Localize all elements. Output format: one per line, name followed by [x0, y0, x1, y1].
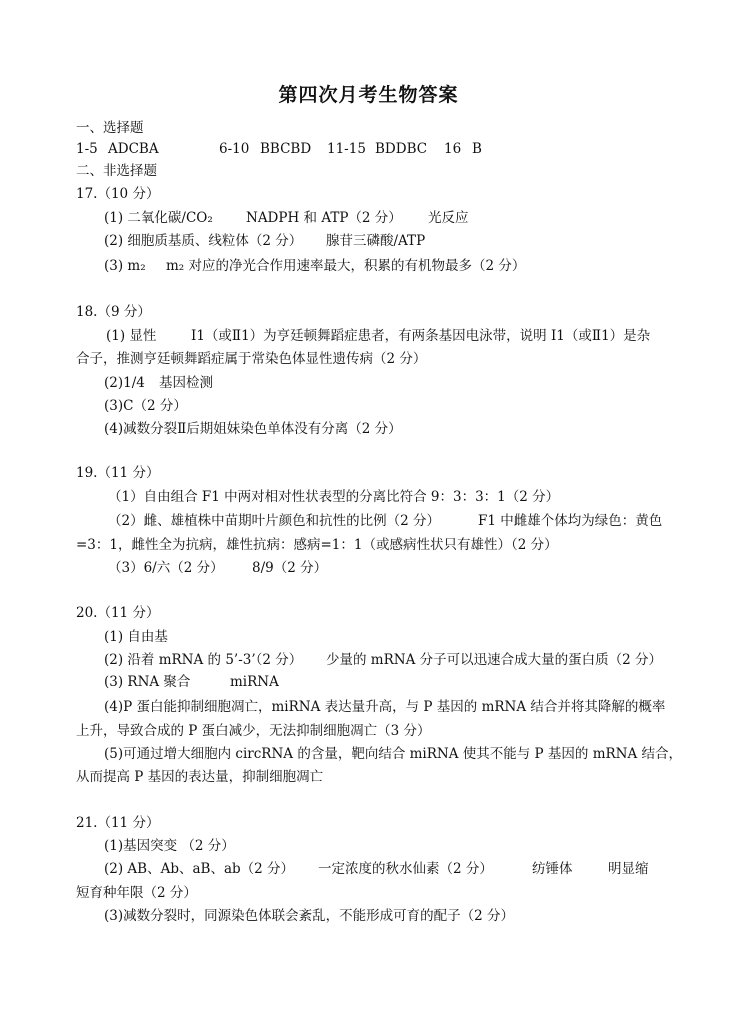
q17-answer-3a: (3) m₂ [104, 258, 146, 274]
q21-answer-3: (3)减数分裂时，同源染色体联会紊乱，不能形成可育的配子（2 分） [104, 908, 515, 924]
page-title: 第四次月考生物答案 [278, 84, 459, 106]
question-21-heading: 21.（11 分） [76, 815, 160, 831]
q18-answer-3: (3)C（2 分） [104, 398, 187, 414]
mc-range-11-15: 11-15 [327, 141, 366, 157]
q17-answer-1b: NADPH 和 ATP（2 分） [246, 210, 402, 226]
mc-range-1-5: 1-5 [76, 141, 98, 157]
mc-answers-1-5: ADCBA [108, 141, 159, 157]
q19-answer-2a: （2）雌、雄植株中苗期叶片颜色和抗性的比例（2 分） [108, 513, 440, 529]
q19-answer-2b: F1 中雌雄个体均为绿色：黄色 [478, 513, 663, 529]
q17-answer-2b: 腺苷三磷酸/ATP [326, 233, 426, 249]
q21-answer-2a: (2) AB、Ab、aB、ab（2 分） [104, 861, 295, 877]
section-heading-choice: 一、选择题 [76, 120, 144, 136]
q21-answer-2c: 纺锤体 [532, 861, 573, 877]
q19-answer-2c: =3：1，雌性全为抗病，雄性抗病：感病=1：1（或感病性状只有雄性）（2 分） [76, 537, 558, 553]
question-19-heading: 19.（11 分） [76, 465, 160, 481]
q21-answer-2d: 明显缩 [608, 861, 649, 877]
q20-answer-4a: (4)P 蛋白能抑制细胞凋亡，miRNA 表达量升高，与 P 基因的 mRNA 结合并将其降解的概率 [104, 699, 666, 715]
q17-answer-1c: 光反应 [428, 210, 469, 226]
q20-answer-4b: 上升，导致合成的 P 蛋白减少，无法抑制细胞凋亡（3 分） [76, 723, 431, 739]
q17-answer-3b: m₂ 对应的净光合作用速率最大，积累的有机物最多（2 分） [166, 258, 526, 274]
mc-answers-11-15: BDDBC [375, 141, 428, 157]
q18-answer-1a: (1) 显性 [106, 328, 157, 344]
question-17-heading: 17.（10 分） [76, 186, 160, 202]
q19-answer-3a: （3）6/六（2 分） [108, 560, 224, 576]
q20-answer-2a: (2) 沿着 mRNA 的 5’-3’（2 分） [104, 652, 303, 668]
q20-answer-5b: 从而提高 P 基因的表达量，抑制细胞凋亡 [76, 769, 324, 785]
mc-range-16: 16 [444, 141, 462, 157]
q18-answer-1c: 合子，推测亨廷顿舞蹈症属于常染色体显性遗传病（2 分） [76, 351, 427, 367]
question-18-heading: 18.（9 分） [76, 304, 151, 320]
q20-answer-3b: miRNA [230, 674, 279, 690]
q20-answer-1: (1) 自由基 [104, 629, 168, 645]
q21-answer-1: (1)基因突变 （2 分） [104, 838, 235, 854]
mc-answers-16: B [472, 141, 482, 157]
q18-answer-2a: (2)1/4 [104, 375, 145, 391]
mc-range-6-10: 6-10 [219, 141, 250, 157]
mc-answer-row [76, 140, 676, 158]
q21-answer-2e: 短育种年限（2 分） [76, 885, 197, 901]
q20-answer-3a: (3) RNA 聚合 [104, 674, 191, 690]
q20-answer-2b: 少量的 mRNA 分子可以迅速合成大量的蛋白质（2 分） [326, 652, 662, 668]
q19-answer-1: （1）自由组合 F1 中两对相对性状表型的分离比符合 9：3：3：1（2 分） [108, 489, 560, 505]
q20-answer-5a: (5)可通过增大细胞内 circRNA 的含量，靶向结合 miRNA 使其不能与 P 基因的 mRNA 结合， [104, 746, 683, 762]
q18-answer-2b: 基因检测 [159, 375, 213, 391]
q18-answer-4: (4)减数分裂Ⅱ后期姐妹染色单体没有分离（2 分） [104, 421, 402, 437]
q18-answer-1b: I1（或Ⅱ1）为亨廷顿舞蹈症患者，有两条基因电泳带，说明 I1（或Ⅱ1）是杂 [191, 328, 651, 344]
section-heading-nonchoice: 二、非选择题 [76, 163, 157, 179]
mc-answers-6-10: BBCBD [260, 141, 312, 157]
q17-answer-1a: (1) 二氧化碳/CO₂ [104, 210, 213, 226]
question-20-heading: 20.（11 分） [76, 605, 160, 621]
q17-answer-2a: (2) 细胞质基质、线粒体（2 分） [104, 233, 303, 249]
q19-answer-3b: 8/9（2 分） [252, 560, 328, 576]
q21-answer-2b: 一定浓度的秋水仙素（2 分） [318, 861, 493, 877]
